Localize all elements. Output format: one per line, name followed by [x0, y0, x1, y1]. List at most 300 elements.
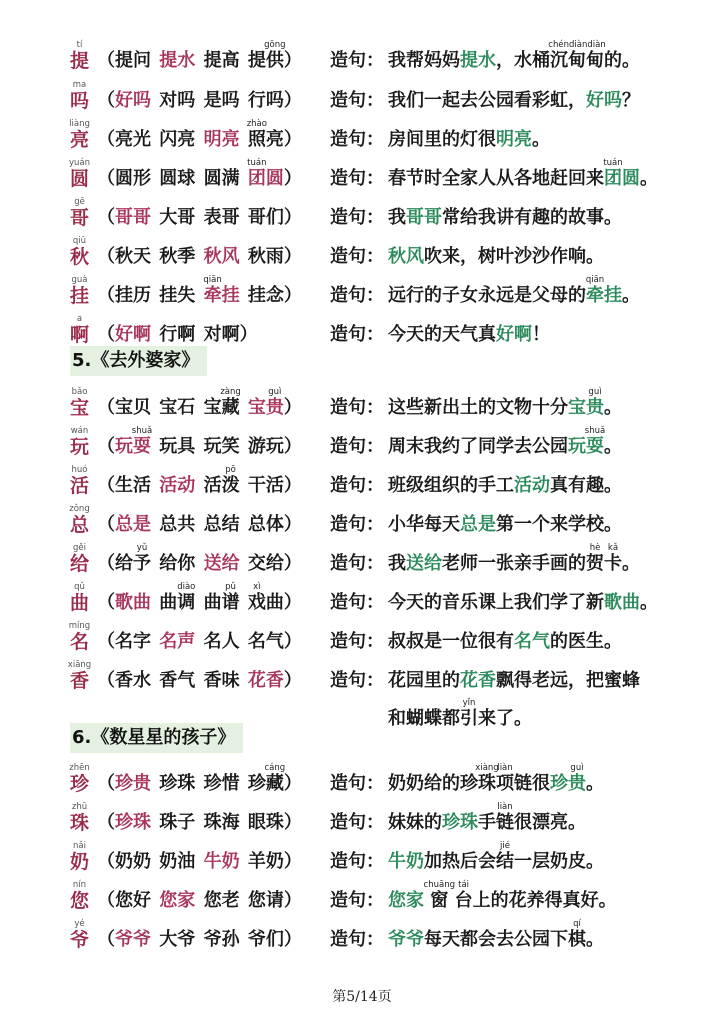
- sentence-label: 造句：: [330, 812, 384, 833]
- word-list: （爷爷 大爷 爷孙 爷们）: [97, 929, 302, 950]
- pinyin-annotation: zàng: [220, 387, 241, 397]
- sentence-label: 造句：: [330, 129, 384, 150]
- word-item: 表哥: [203, 207, 240, 228]
- vocab-character: [70, 80, 90, 112]
- example-sentence: [388, 880, 617, 912]
- character-pinyin: ma: [72, 80, 87, 90]
- word-list: （宝贝 宝石 宝藏 zàng 宝贵 guì ）: [97, 387, 302, 418]
- sentence-text: 第一个来学校。: [496, 514, 622, 535]
- word-list: （歌曲 曲调 diào 曲谱 pǔ 戏 xì 曲）: [97, 582, 302, 613]
- word-item: 行啊: [159, 324, 196, 345]
- character-glyph: [67, 660, 92, 692]
- character-pinyin: qǔ: [74, 582, 85, 592]
- word-item: 总结: [203, 514, 240, 535]
- annotated-char: 供 gōng: [264, 40, 286, 71]
- pinyin-annotation: yǐn: [462, 698, 476, 708]
- vocab-character: [70, 880, 90, 912]
- character-glyph: [69, 504, 90, 536]
- vocab-character: [70, 426, 90, 458]
- annotated-char: 调 diào: [177, 582, 196, 613]
- character-glyph: [70, 426, 90, 458]
- sentence-keyword: 秋风: [388, 246, 424, 267]
- sentence-text: 加热后会结 jié 一层奶皮。: [424, 841, 604, 872]
- word-item: 珍珠: [159, 773, 196, 794]
- word-item: 提问: [115, 50, 151, 71]
- annotated-char: 卡 kǎ: [604, 543, 622, 574]
- pinyin-annotation: tuán: [247, 158, 267, 168]
- sentence-keyword: 团 tuán 圆: [603, 158, 640, 189]
- vocab-character: [70, 582, 90, 614]
- word-list: （圆形 圆球 圆满 团 tuán 圆）: [97, 158, 302, 189]
- vocab-entry: [0, 117, 724, 157]
- example-sentence: [388, 802, 586, 834]
- vocab-entry: [0, 463, 724, 503]
- character-text: 您: [70, 890, 90, 912]
- sentence-text: 。: [640, 168, 658, 189]
- sentence-label: 造句：: [330, 285, 384, 306]
- character-pinyin: nǎi: [73, 841, 86, 851]
- word-item: 您好: [115, 890, 151, 911]
- word-item: 牛奶: [203, 851, 240, 872]
- character-glyph: [70, 236, 90, 268]
- word-item: 挂念: [247, 285, 284, 306]
- word-item: 花香: [247, 670, 284, 691]
- pinyin-annotation: yǔ: [136, 543, 148, 553]
- word-list: （总是 总共 总结 总体）: [97, 514, 302, 535]
- character-glyph: [70, 802, 90, 834]
- word-item: 照 zhào 亮: [246, 119, 284, 150]
- character-glyph: [68, 158, 91, 190]
- word-item: 珍贵: [115, 773, 151, 794]
- example-sentence: [388, 129, 550, 151]
- word-item: 名气: [247, 631, 284, 652]
- sentence-text: 我: [388, 207, 406, 228]
- sentence-label: 造句：: [330, 514, 384, 535]
- example-sentence: [388, 514, 622, 536]
- vocab-character: [70, 314, 90, 346]
- example-sentence: [388, 90, 640, 112]
- character-pinyin: yé: [74, 919, 85, 929]
- annotated-char: 戏 xì: [247, 582, 266, 613]
- word-item: 团 tuán 圆: [247, 158, 284, 189]
- sentence-keyword: 送给: [406, 553, 442, 574]
- character-text: 给: [70, 553, 90, 575]
- word-item: 爷们: [247, 929, 284, 950]
- word-item: 名声: [159, 631, 196, 652]
- sentence-label: 造句：: [330, 50, 384, 71]
- sentence-text: 。: [604, 436, 622, 457]
- sentence-label: 造句：: [330, 631, 384, 652]
- pinyin-annotation: guì: [588, 387, 602, 397]
- character-pinyin: tí: [76, 40, 83, 50]
- annotated-char: 贺 hè: [586, 543, 604, 574]
- character-text: 哥: [70, 207, 90, 229]
- sentence-continuation: [388, 698, 532, 730]
- annotated-char: 团 tuán: [247, 158, 267, 189]
- example-sentence: [388, 324, 550, 346]
- annotated-char: 牵 qiān: [585, 275, 605, 306]
- sentence-text: 。: [640, 592, 658, 613]
- pinyin-annotation: pō: [225, 465, 236, 475]
- word-item: 珍珠: [115, 812, 151, 833]
- sentence-text: 奶奶给的珍珠 xiàng 项 liàn 链很: [388, 763, 550, 794]
- vocab-character: [69, 763, 90, 795]
- word-list: （哥哥 大哥 表哥 哥们）: [97, 207, 302, 228]
- example-sentence: [388, 275, 640, 307]
- example-sentence: [388, 387, 622, 419]
- word-item: 秋天: [115, 246, 151, 267]
- character-glyph: [70, 465, 90, 497]
- vocab-entry: [0, 580, 724, 620]
- example-sentence: [388, 158, 658, 190]
- word-item: 您老: [203, 890, 240, 911]
- vocab-entry: [0, 38, 724, 78]
- annotated-char: 泼 pō: [221, 465, 240, 496]
- word-item: 秋季: [159, 246, 196, 267]
- vocab-entry: [0, 78, 724, 118]
- vocab-character: [70, 40, 90, 72]
- character-glyph: [70, 919, 90, 951]
- word-list: （奶奶 奶油 牛奶 羊奶）: [97, 851, 302, 872]
- sentence-label: 造句：: [330, 397, 384, 418]
- word-list: （好啊 行啊 对啊）: [97, 324, 258, 345]
- word-item: 秋风: [203, 246, 240, 267]
- annotated-char: 珠 xiàng: [475, 763, 499, 794]
- character-pinyin: wán: [70, 426, 89, 436]
- character-text: 啊: [70, 324, 90, 346]
- annotated-char: 链 liàn: [496, 802, 514, 833]
- word-item: 干活: [247, 475, 284, 496]
- word-item: 活动: [159, 475, 196, 496]
- sentence-text: 。: [586, 773, 604, 794]
- word-item: 秋雨: [247, 246, 284, 267]
- vocab-entry: [0, 195, 724, 235]
- sentence-keyword: 玩耍 shuǎ: [568, 426, 606, 457]
- annotated-char: 团 tuán: [603, 158, 623, 189]
- annotated-char: 甸 chéndiàndiàn: [548, 40, 606, 71]
- word-item: 珠海: [203, 812, 240, 833]
- character-pinyin: nín: [72, 880, 87, 890]
- example-sentence: [388, 475, 622, 497]
- sentence-text: 我帮妈妈: [388, 50, 460, 71]
- pinyin-annotation: liàn: [497, 802, 513, 812]
- pinyin-annotation: gōng: [264, 40, 286, 50]
- word-item: 爷孙: [203, 929, 240, 950]
- vocab-entry: [0, 502, 724, 542]
- example-sentence: [388, 631, 622, 653]
- character-glyph: [70, 40, 90, 72]
- sentence-keyword: 哥哥: [406, 207, 442, 228]
- vocab-entry: [0, 917, 724, 957]
- vocab-character: [68, 158, 91, 190]
- word-item: 名人: [203, 631, 240, 652]
- character-text: 爷: [70, 929, 90, 951]
- sentence-label: 造句：: [330, 670, 384, 691]
- word-item: 圆球: [159, 168, 196, 189]
- sentence-text: ！: [532, 324, 550, 345]
- vocab-character: [70, 236, 90, 268]
- sentence-text: 常给我讲有趣的故事。: [442, 207, 622, 228]
- vocab-entry: [0, 619, 724, 659]
- annotated-char: 藏 zàng: [220, 387, 241, 418]
- pinyin-annotation: qiān: [203, 275, 222, 285]
- character-text: 活: [70, 475, 90, 497]
- annotated-char: 贵 guì: [265, 387, 284, 418]
- word-item: 给你: [159, 553, 196, 574]
- vocab-entry: [0, 234, 724, 274]
- word-item: 玩耍 shuǎ: [115, 426, 153, 457]
- word-item: 送给: [203, 553, 240, 574]
- character-pinyin: gē: [74, 197, 85, 207]
- word-item: 活泼 pō: [203, 465, 240, 496]
- sentence-label: 造句：: [330, 773, 384, 794]
- character-glyph: [69, 119, 90, 151]
- sentence-label: 造句：: [330, 592, 384, 613]
- character-pinyin: zhēn: [69, 763, 90, 773]
- word-list: （好吗 对吗 是吗 行吗）: [97, 90, 302, 111]
- pinyin-annotation: kǎ: [607, 543, 619, 553]
- character-glyph: [70, 275, 90, 307]
- annotated-char: 贵 guì: [568, 763, 586, 794]
- annotated-char: 谱 pǔ: [221, 582, 240, 613]
- character-text: 玩: [70, 436, 90, 458]
- pinyin-annotation: chéndiàndiàn: [548, 40, 606, 50]
- annotated-char: 牵 qiān: [203, 275, 222, 306]
- example-sentence: [388, 40, 640, 72]
- word-list: （香水 香气 香味 花香）: [97, 670, 302, 691]
- word-item: 奶奶: [115, 851, 151, 872]
- sentence-text: 这些新出土的文物十分: [388, 397, 568, 418]
- word-list: （玩耍 shuǎ 玩具 玩笑 游玩）: [97, 426, 302, 457]
- character-pinyin: bǎo: [71, 387, 88, 397]
- word-item: 香味: [203, 670, 240, 691]
- word-item: 哥哥: [115, 207, 151, 228]
- sentence-label: 造句：: [330, 324, 384, 345]
- pinyin-annotation: shuǎ: [584, 426, 606, 436]
- word-item: 曲调 diào: [159, 582, 196, 613]
- annotated-char: 耍 shuǎ: [584, 426, 606, 457]
- annotated-char: 引 yǐn: [460, 698, 478, 729]
- word-item: 圆满: [203, 168, 240, 189]
- word-item: 眼珠: [247, 812, 284, 833]
- page-footer: 第5/14页: [332, 989, 392, 1005]
- word-item: 您请: [247, 890, 284, 911]
- sentence-label: 造句：: [330, 207, 384, 228]
- pinyin-annotation: cáng: [264, 763, 286, 773]
- character-text: 奶: [70, 851, 90, 873]
- vocab-character: [70, 543, 90, 575]
- annotated-char: 照 zhào: [246, 119, 267, 150]
- sentence-text: 飘得老远，把蜜蜂: [496, 670, 640, 691]
- word-list: （亮光 闪亮 明亮 照 zhào 亮）: [97, 119, 302, 150]
- character-text: 名: [70, 631, 90, 653]
- sentence-text: 手链 liàn 很漂亮。: [478, 802, 586, 833]
- vocab-character: [69, 119, 90, 151]
- vocab-character: [67, 660, 92, 692]
- example-sentence: [388, 246, 604, 268]
- word-item: 戏 xì 曲: [247, 582, 284, 613]
- example-sentence: [388, 919, 604, 951]
- sentence-keyword: 明亮: [496, 129, 532, 150]
- word-item: 宝石: [159, 397, 196, 418]
- vocab-entry: [0, 424, 724, 464]
- character-pinyin: liàng: [69, 119, 90, 129]
- word-item: 羊奶: [247, 851, 284, 872]
- example-sentence: [388, 763, 604, 795]
- sentence-text: 春节时全家人从各地赶回来: [388, 168, 604, 189]
- sentence-label: 造句：: [330, 168, 384, 189]
- vocab-character: [70, 197, 90, 229]
- sentence-label: 造句：: [330, 90, 384, 111]
- word-item: 交给: [247, 553, 284, 574]
- word-item: 总是: [115, 514, 151, 535]
- character-pinyin: zhū: [71, 802, 88, 812]
- character-text: 圆: [70, 168, 90, 190]
- annotated-char: 棋 qí: [568, 919, 586, 950]
- word-list: （您好 您家 您老 您请）: [97, 890, 302, 911]
- vocab-entry: [0, 541, 724, 581]
- pinyin-annotation: diào: [177, 582, 196, 592]
- character-pinyin: xiāng: [67, 660, 92, 670]
- sentence-text: 真有趣。: [550, 475, 622, 496]
- word-item: 珠子: [159, 812, 196, 833]
- vocab-character: [70, 841, 90, 873]
- sentence-label: 造句：: [330, 436, 384, 457]
- word-item: 闪亮: [159, 129, 196, 150]
- sentence-text: 小华每天: [388, 514, 460, 535]
- pinyin-annotation: tuán: [603, 158, 623, 168]
- character-glyph: [70, 841, 90, 873]
- word-item: 香水: [115, 670, 151, 691]
- vocab-entry: [0, 273, 724, 313]
- word-item: 生活: [115, 475, 151, 496]
- sentence-keyword: 您家: [388, 890, 424, 911]
- character-text: 挂: [70, 285, 90, 307]
- word-item: 曲谱 pǔ: [203, 582, 240, 613]
- sentence-label: 造句：: [330, 475, 384, 496]
- sentence-text: 我们一起去公园看彩虹，: [388, 90, 586, 111]
- sentence-keyword: 花香: [460, 670, 496, 691]
- sentence-label: 造句：: [330, 553, 384, 574]
- sentence-text: 花园里的: [388, 670, 460, 691]
- pinyin-annotation: hè: [589, 543, 601, 553]
- word-item: 对吗: [159, 90, 196, 111]
- example-sentence: [388, 592, 658, 614]
- vocab-entry: [0, 156, 724, 196]
- sentence-text: 妹妹的: [388, 812, 442, 833]
- sentence-text: 的医生。: [550, 631, 622, 652]
- word-item: 是吗: [203, 90, 240, 111]
- word-item: 珍惜: [203, 773, 240, 794]
- vocab-entry: [0, 658, 724, 698]
- sentence-text: 叔叔是一位很有: [388, 631, 514, 652]
- word-item: 宝贝: [115, 397, 151, 418]
- character-pinyin: huó: [71, 465, 88, 475]
- sentence-text: 。: [604, 397, 622, 418]
- character-text: 亮: [70, 129, 90, 151]
- word-item: 总体: [247, 514, 284, 535]
- character-glyph: [70, 582, 90, 614]
- annotated-char: 藏 cáng: [264, 763, 286, 794]
- sentence-text: 每天都会去公园下棋 qí 。: [424, 919, 604, 950]
- annotated-char: 项 liàn: [496, 763, 514, 794]
- character-pinyin: guà: [71, 275, 88, 285]
- word-item: 宝贵 guì: [247, 387, 284, 418]
- character-text: 珠: [70, 812, 90, 834]
- character-text: 香: [70, 670, 90, 692]
- vocab-character: [68, 621, 91, 653]
- word-item: 挂失: [159, 285, 196, 306]
- sentence-text: 我: [388, 553, 406, 574]
- character-glyph: [70, 314, 90, 346]
- word-item: 爷爷: [115, 929, 151, 950]
- word-item: 亮光: [115, 129, 151, 150]
- word-item: 您家: [159, 890, 196, 911]
- word-item: 牵 qiān 挂: [203, 275, 240, 306]
- character-text: 吗: [70, 90, 90, 112]
- character-text: 总: [70, 514, 90, 536]
- word-item: 提高: [203, 50, 240, 71]
- character-glyph: [70, 880, 90, 912]
- character-text: 珍: [70, 773, 90, 795]
- word-list: （给予 yǔ 给你 送给 交给）: [97, 543, 302, 574]
- sentence-keyword: 珍珠: [442, 812, 478, 833]
- sentence-keyword: 爷爷: [388, 929, 424, 950]
- sentence-keyword: 牵 qiān 挂: [585, 275, 622, 306]
- character-pinyin: gěi: [73, 543, 86, 553]
- character-pinyin: zǒng: [69, 504, 90, 514]
- pinyin-annotation: shuǎ: [131, 426, 153, 436]
- vocab-character: [70, 465, 90, 497]
- word-item: 好啊: [115, 324, 151, 345]
- word-list: （名字 名声 名人 名气）: [97, 631, 302, 652]
- sentence-keyword: 提水: [460, 50, 496, 71]
- character-pinyin: a: [76, 314, 83, 324]
- word-item: 行吗: [247, 90, 284, 111]
- sentence-text: 老师一张亲手画的贺 hè 卡 kǎ 。: [442, 543, 640, 574]
- word-list: （秋天 秋季 秋风 秋雨）: [97, 246, 302, 267]
- sentence-text: 房间里的灯很: [388, 129, 496, 150]
- word-item: 提供 gōng: [247, 40, 286, 71]
- word-item: 哥们: [247, 207, 284, 228]
- vocab-entry: [0, 385, 724, 425]
- sentence-text: 今天的天气真: [388, 324, 496, 345]
- character-glyph: [70, 80, 90, 112]
- pinyin-annotation: xì: [253, 582, 261, 592]
- example-sentence: [388, 670, 640, 692]
- pinyin-annotation: guì: [268, 387, 282, 397]
- vocab-character: [70, 919, 90, 951]
- pinyin-annotation: qiān: [585, 275, 605, 285]
- sentence-keyword: 活动: [514, 475, 550, 496]
- word-item: 玩笑: [203, 436, 240, 457]
- character-glyph: [70, 543, 90, 575]
- sentence-keyword: 宝贵 guì: [568, 387, 604, 418]
- section-heading: 6.《数星星的孩子》: [70, 723, 243, 753]
- sentence-text: 远行的子女永远是父母的: [388, 285, 586, 306]
- sentence-text: 。: [532, 129, 550, 150]
- character-text: 提: [70, 50, 90, 72]
- character-pinyin: yuán: [68, 158, 91, 168]
- sentence-keyword: 歌曲: [604, 592, 640, 613]
- pinyin-annotation: zhào: [246, 119, 267, 129]
- annotated-char: 台 tái: [454, 880, 473, 911]
- sentence-text: 今天的音乐课上我们学了新: [388, 592, 604, 613]
- word-list: （挂历 挂失 牵 qiān 挂 挂念）: [97, 275, 302, 306]
- word-list: （珍珠 珠子 珠海 眼珠）: [97, 812, 302, 833]
- word-item: 名字: [115, 631, 151, 652]
- vocab-entry: [0, 878, 724, 918]
